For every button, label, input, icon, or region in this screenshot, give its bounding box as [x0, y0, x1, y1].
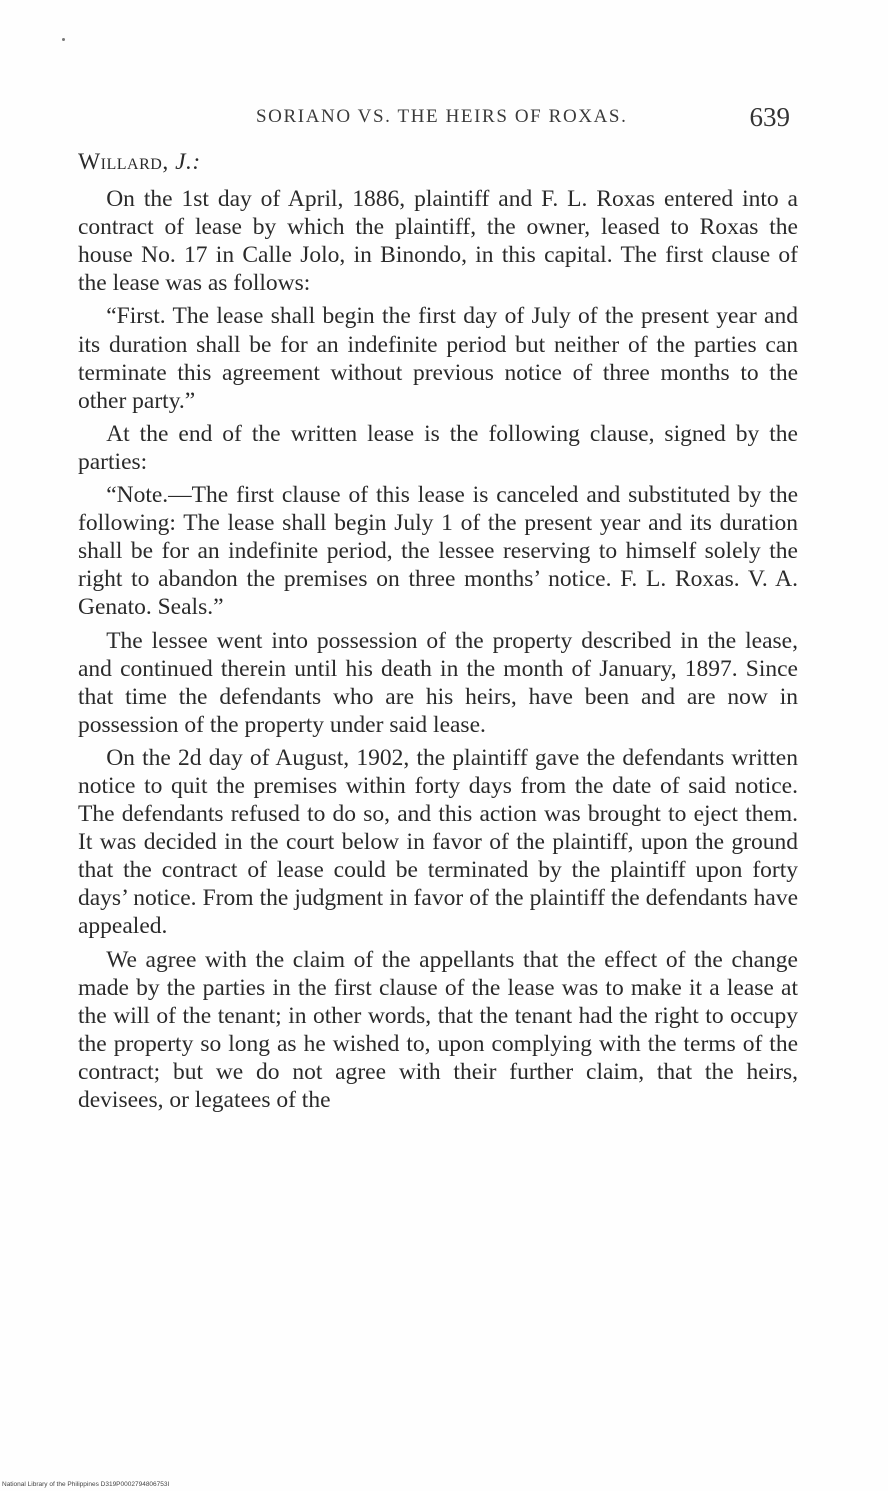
opinion-author	[78, 148, 798, 176]
paragraph: We agree with the claim of the appellants that the effect of the change made by the parties in the first clause of the lease was to make it a lease at the will of the tenant; in other words, that the tenant had the right to occupy the property so long as he wished to, upon complying with the terms of the contract; but we do not agree with their further claim, that the heirs, devisees, or legatees of the	[78, 946, 798, 1113]
paragraph: The lessee went into possession of the property described in the lease, and continued therein until his death in the month of January, 1897. Since that time the defendants who are his heirs, have been and are now in possession of the property under said lease.	[78, 627, 798, 738]
paragraph: “First. The lease shall begin the first day of July of the present year and its duration shall be for an indefinite period but neither of the parties can terminate this agreement without previous notice of three months to the other party.”	[78, 303, 798, 414]
author-suffix: J.:	[175, 149, 201, 175]
running-head	[200, 100, 800, 140]
running-title: SORIANO VS. THE HEIRS OF ROXAS.	[256, 106, 628, 127]
opinion-body	[78, 148, 798, 1119]
footer-credit: National Library of the Philippines D319P0002794806753I	[2, 1481, 170, 1488]
page-number: 639	[749, 102, 790, 132]
author-name: Willard,	[78, 149, 169, 175]
paragraph: On the 1st day of April, 1886, plaintiff and F. L. Roxas entered into a contract of lease by which the plaintiff, the owner, leased to Roxas the house No. 17 in Calle Jolo, in Binondo, in this capital. The first clause of the lease was as follows:	[78, 186, 798, 297]
paragraph: At the end of the written lease is the following clause, signed by the parties:	[78, 420, 798, 475]
paragraph: On the 2d day of August, 1902, the plaintiff gave the defendants written notice to quit the premises within forty days from the date of said notice. The defendants refused to do so, and this action was brought to eject them. It was decided in the court below in favor of the plaintiff, upon the ground that the contract of lease could be terminated by the plaintiff upon forty days’ notice. From the judgment in favor of the plaintiff the defendants have appealed.	[78, 744, 798, 940]
scan-speck	[62, 38, 65, 41]
paragraph: “Note.—The first clause of this lease is canceled and substituted by the following: The lease shall begin July 1 of the present year and its duration shall be for an indefinite period, the lessee reserving to himself solely the right to abandon the premises on three months’ notice. F. L. Roxas. V. A. Genato. Seals.”	[78, 482, 798, 621]
